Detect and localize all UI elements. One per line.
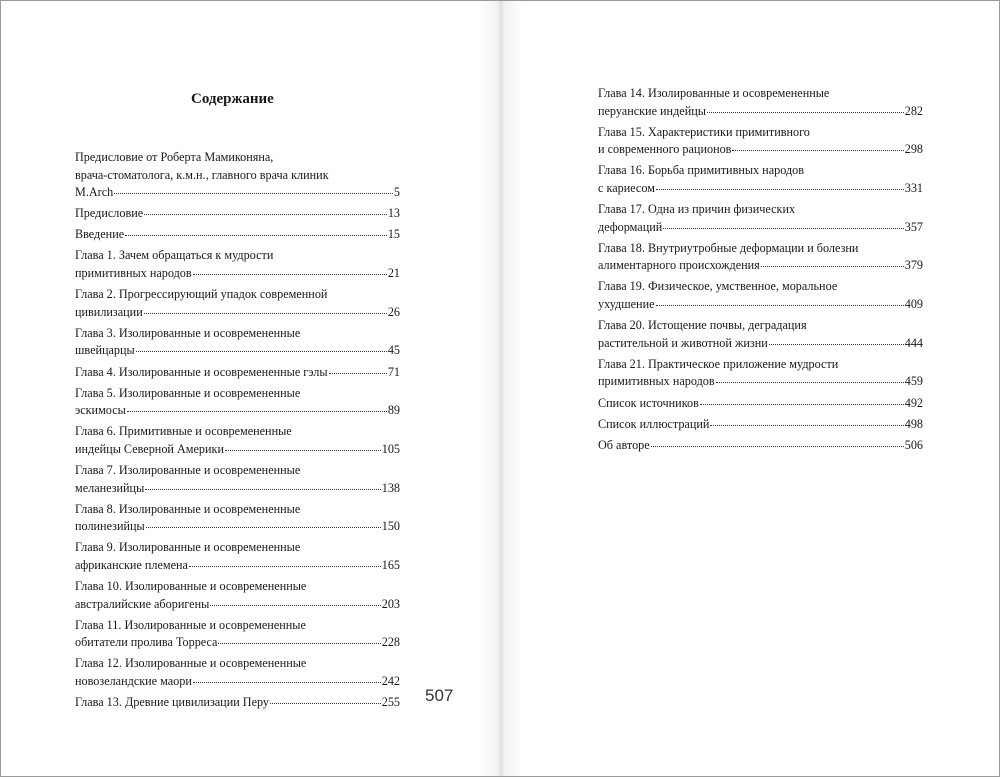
dot-leader — [114, 192, 393, 194]
toc-entry-line: Глава 8. Изолированные и осовремененные — [75, 501, 301, 516]
toc-entry — [598, 317, 923, 352]
toc-entry-line: Глава 20. Истощение почвы, деградация — [598, 318, 807, 333]
toc-entry — [75, 462, 400, 497]
left-page — [1, 1, 500, 776]
toc-page-number: 26 — [387, 304, 400, 319]
toc-entry-row — [75, 634, 400, 652]
toc-entry-title: полинезийцы — [75, 519, 145, 534]
toc-entry — [75, 205, 400, 223]
dot-leader — [146, 526, 381, 528]
toc-entry — [75, 578, 400, 613]
toc-entry-line: Глава 1. Зачем обращаться к мудрости — [75, 248, 274, 263]
toc-entry — [75, 364, 400, 382]
toc-page-number: 165 — [381, 557, 400, 572]
toc-entry-line: Глава 19. Физическое, умственное, моральное — [598, 279, 838, 294]
dot-leader — [145, 488, 380, 490]
page-number: 507 — [425, 686, 454, 705]
toc-entry-row — [598, 103, 923, 121]
toc-page-number: 498 — [904, 416, 923, 431]
dot-leader — [218, 642, 380, 644]
toc-entry-row — [75, 694, 400, 712]
toc-entry-title: швейцарцы — [75, 343, 135, 358]
toc-entry — [75, 501, 400, 536]
toc-page-number: 379 — [904, 258, 923, 273]
toc-page-number: 13 — [387, 206, 400, 221]
toc-entry-row — [598, 257, 923, 275]
toc-entry-row — [75, 596, 400, 614]
dot-leader — [210, 604, 380, 606]
toc-entry-title: Введение — [75, 227, 125, 242]
dot-leader — [769, 343, 904, 345]
toc-entry-line: Глава 9. Изолированные и осовремененные — [75, 540, 301, 555]
toc-entry — [598, 416, 923, 434]
toc-list-left — [75, 149, 400, 715]
toc-page-number: 89 — [387, 403, 400, 418]
dot-leader — [710, 424, 903, 426]
toc-page-number: 15 — [387, 227, 400, 242]
toc-entry-title: Список иллюстраций — [598, 416, 710, 431]
toc-entry-title: M.Arch — [75, 185, 114, 200]
toc-page-number: 298 — [904, 142, 923, 157]
toc-entry-row — [75, 304, 400, 322]
toc-page-number: 71 — [387, 364, 400, 379]
toc-entry-title: эскимосы — [75, 403, 126, 418]
toc-entry — [598, 278, 923, 313]
toc-entry-title: новозеландские маори — [75, 674, 192, 689]
toc-entry-title: обитатели пролива Торреса — [75, 635, 218, 650]
toc-entry-row — [75, 342, 400, 360]
toc-entry-title: Об авторе — [598, 437, 650, 452]
toc-entry-title: и современного рационов — [598, 142, 732, 157]
toc-entry-line: Предисловие от Роберта Мамиконяна, — [75, 150, 274, 164]
toc-page-number: 138 — [381, 480, 400, 495]
toc-page-number: 331 — [904, 180, 923, 195]
toc-entry — [598, 437, 923, 455]
toc-entry-title: алиментарного происхождения — [598, 258, 760, 273]
toc-page-number: 444 — [904, 335, 923, 350]
toc-page-number: 282 — [904, 103, 923, 118]
toc-entry — [75, 286, 400, 321]
toc-entry — [598, 395, 923, 413]
toc-page-number: 150 — [381, 519, 400, 534]
toc-entry-row — [75, 184, 400, 202]
toc-entry — [75, 226, 400, 244]
toc-entry-line: Глава 5. Изолированные и осовремененные — [75, 385, 301, 400]
toc-entry-row — [598, 437, 923, 455]
dot-leader — [144, 213, 387, 215]
toc-entry-row — [598, 180, 923, 198]
toc-entry — [598, 201, 923, 236]
toc-entry-title: деформаций — [598, 219, 663, 234]
toc-entry-row — [598, 416, 923, 434]
toc-page-number: 228 — [381, 635, 400, 650]
toc-page-number: 255 — [381, 695, 400, 710]
toc-entry-line: Глава 21. Практическое приложение мудрости — [598, 356, 839, 371]
dot-leader — [329, 372, 387, 374]
toc-entry-line: Глава 7. Изолированные и осовремененные — [75, 463, 301, 477]
toc-page-number: 409 — [904, 297, 923, 312]
toc-entry — [75, 325, 400, 360]
toc-entry-title: растительной и животной жизни — [598, 335, 768, 350]
toc-page-number: 242 — [381, 674, 400, 689]
toc-page-number: 459 — [904, 374, 923, 389]
toc-entry-title: перуанские индейцы — [598, 103, 706, 118]
toc-entry-title: индейцы Северной Америки — [75, 441, 224, 456]
toc-entry-title: меланезийцы — [75, 480, 145, 495]
toc-entry-line: Глава 16. Борьба примитивных народов — [598, 163, 804, 178]
toc-list-right — [598, 85, 923, 458]
toc-entry-title: Глава 4. Изолированные и осовремененные гэлы — [75, 364, 328, 379]
toc-entry-title: с кариесом — [598, 180, 655, 195]
dot-leader — [189, 565, 381, 567]
toc-entry-row — [75, 364, 400, 382]
toc-entry — [598, 124, 923, 159]
toc-entry — [75, 617, 400, 652]
dot-leader — [225, 449, 381, 451]
toc-entry-title: цивилизации — [75, 304, 143, 319]
toc-entry-title: примитивных народов — [75, 266, 192, 281]
toc-entry — [75, 149, 400, 202]
toc-entry — [75, 247, 400, 282]
toc-entry — [75, 694, 400, 712]
toc-entry-line: Глава 12. Изолированные и осовремененные — [75, 656, 307, 671]
toc-entry-line: Глава 11. Изолированные и осовремененные — [75, 617, 306, 632]
toc-page-number: 203 — [381, 596, 400, 611]
dot-leader — [136, 350, 387, 352]
toc-page-number: 5 — [393, 185, 400, 200]
dot-leader — [193, 273, 387, 275]
toc-entry-row — [75, 226, 400, 244]
toc-page-number: 21 — [387, 266, 400, 281]
dot-leader — [761, 265, 904, 267]
dot-leader — [125, 234, 387, 236]
toc-entry-row — [598, 335, 923, 353]
toc-entry — [598, 85, 923, 120]
dot-leader — [656, 188, 904, 190]
dot-leader — [193, 681, 381, 683]
toc-entry-line: Глава 15. Характеристики примитивного — [598, 124, 810, 139]
dot-leader — [700, 403, 904, 405]
page-title: Содержание — [191, 91, 274, 107]
toc-entry — [75, 385, 400, 420]
dot-leader — [656, 304, 904, 306]
dot-leader — [144, 312, 387, 314]
toc-entry-title: примитивных народов — [598, 374, 715, 389]
toc-entry — [598, 240, 923, 275]
toc-entry-line: Глава 10. Изолированные и осовремененные — [75, 579, 307, 594]
toc-entry-line: Глава 2. Прогрессирующий упадок современной — [75, 287, 328, 302]
dot-leader — [270, 702, 381, 704]
toc-page-number: 105 — [381, 441, 400, 456]
toc-entry-row — [598, 395, 923, 413]
dot-leader — [127, 410, 387, 412]
dot-leader — [716, 381, 904, 383]
toc-entry-title: Предисловие — [75, 206, 144, 221]
toc-page-number: 357 — [904, 219, 923, 234]
toc-entry-row — [75, 265, 400, 283]
toc-entry-row — [598, 219, 923, 237]
toc-page-number: 492 — [904, 395, 923, 410]
toc-page-number: 506 — [904, 437, 923, 452]
toc-entry-title: ухудшение — [598, 297, 655, 312]
toc-entry — [598, 356, 923, 391]
toc-entry-line: Глава 6. Примитивные и осовремененные — [75, 424, 292, 439]
toc-entry-row — [75, 673, 400, 691]
toc-entry-row — [598, 373, 923, 391]
toc-entry-title: Глава 13. Древние цивилизации Перу — [75, 695, 270, 710]
toc-entry-title: Список источников — [598, 395, 699, 410]
toc-entry — [75, 539, 400, 574]
toc-entry-row — [75, 480, 400, 498]
toc-entry-title: австралийские аборигены — [75, 596, 210, 611]
toc-entry-row — [598, 296, 923, 314]
toc-page-number: 45 — [387, 343, 400, 358]
toc-entry-row — [75, 205, 400, 223]
toc-entry-row — [75, 402, 400, 420]
dot-leader — [651, 445, 904, 447]
toc-entry-line: Глава 17. Одна из причин физических — [598, 202, 796, 217]
toc-entry-row — [598, 141, 923, 159]
toc-entry-row — [75, 518, 400, 536]
toc-entry-line: Глава 3. Изолированные и осовремененные — [75, 325, 301, 340]
dot-leader — [732, 149, 903, 151]
toc-entry-row — [75, 557, 400, 575]
toc-entry — [598, 162, 923, 197]
toc-entry — [75, 655, 400, 690]
toc-entry-row — [75, 441, 400, 459]
toc-entry-line: Глава 14. Изолированные и осовремененные — [598, 86, 830, 100]
toc-entry-line: врача-стоматолога, к.м.н., главного врача клиник — [75, 167, 329, 182]
toc-entry — [75, 423, 400, 458]
toc-entry-line: Глава 18. Внутриутробные деформации и болезни — [598, 240, 859, 255]
toc-entry-title: африканские племена — [75, 557, 188, 572]
dot-leader — [663, 227, 903, 229]
dot-leader — [707, 111, 904, 113]
